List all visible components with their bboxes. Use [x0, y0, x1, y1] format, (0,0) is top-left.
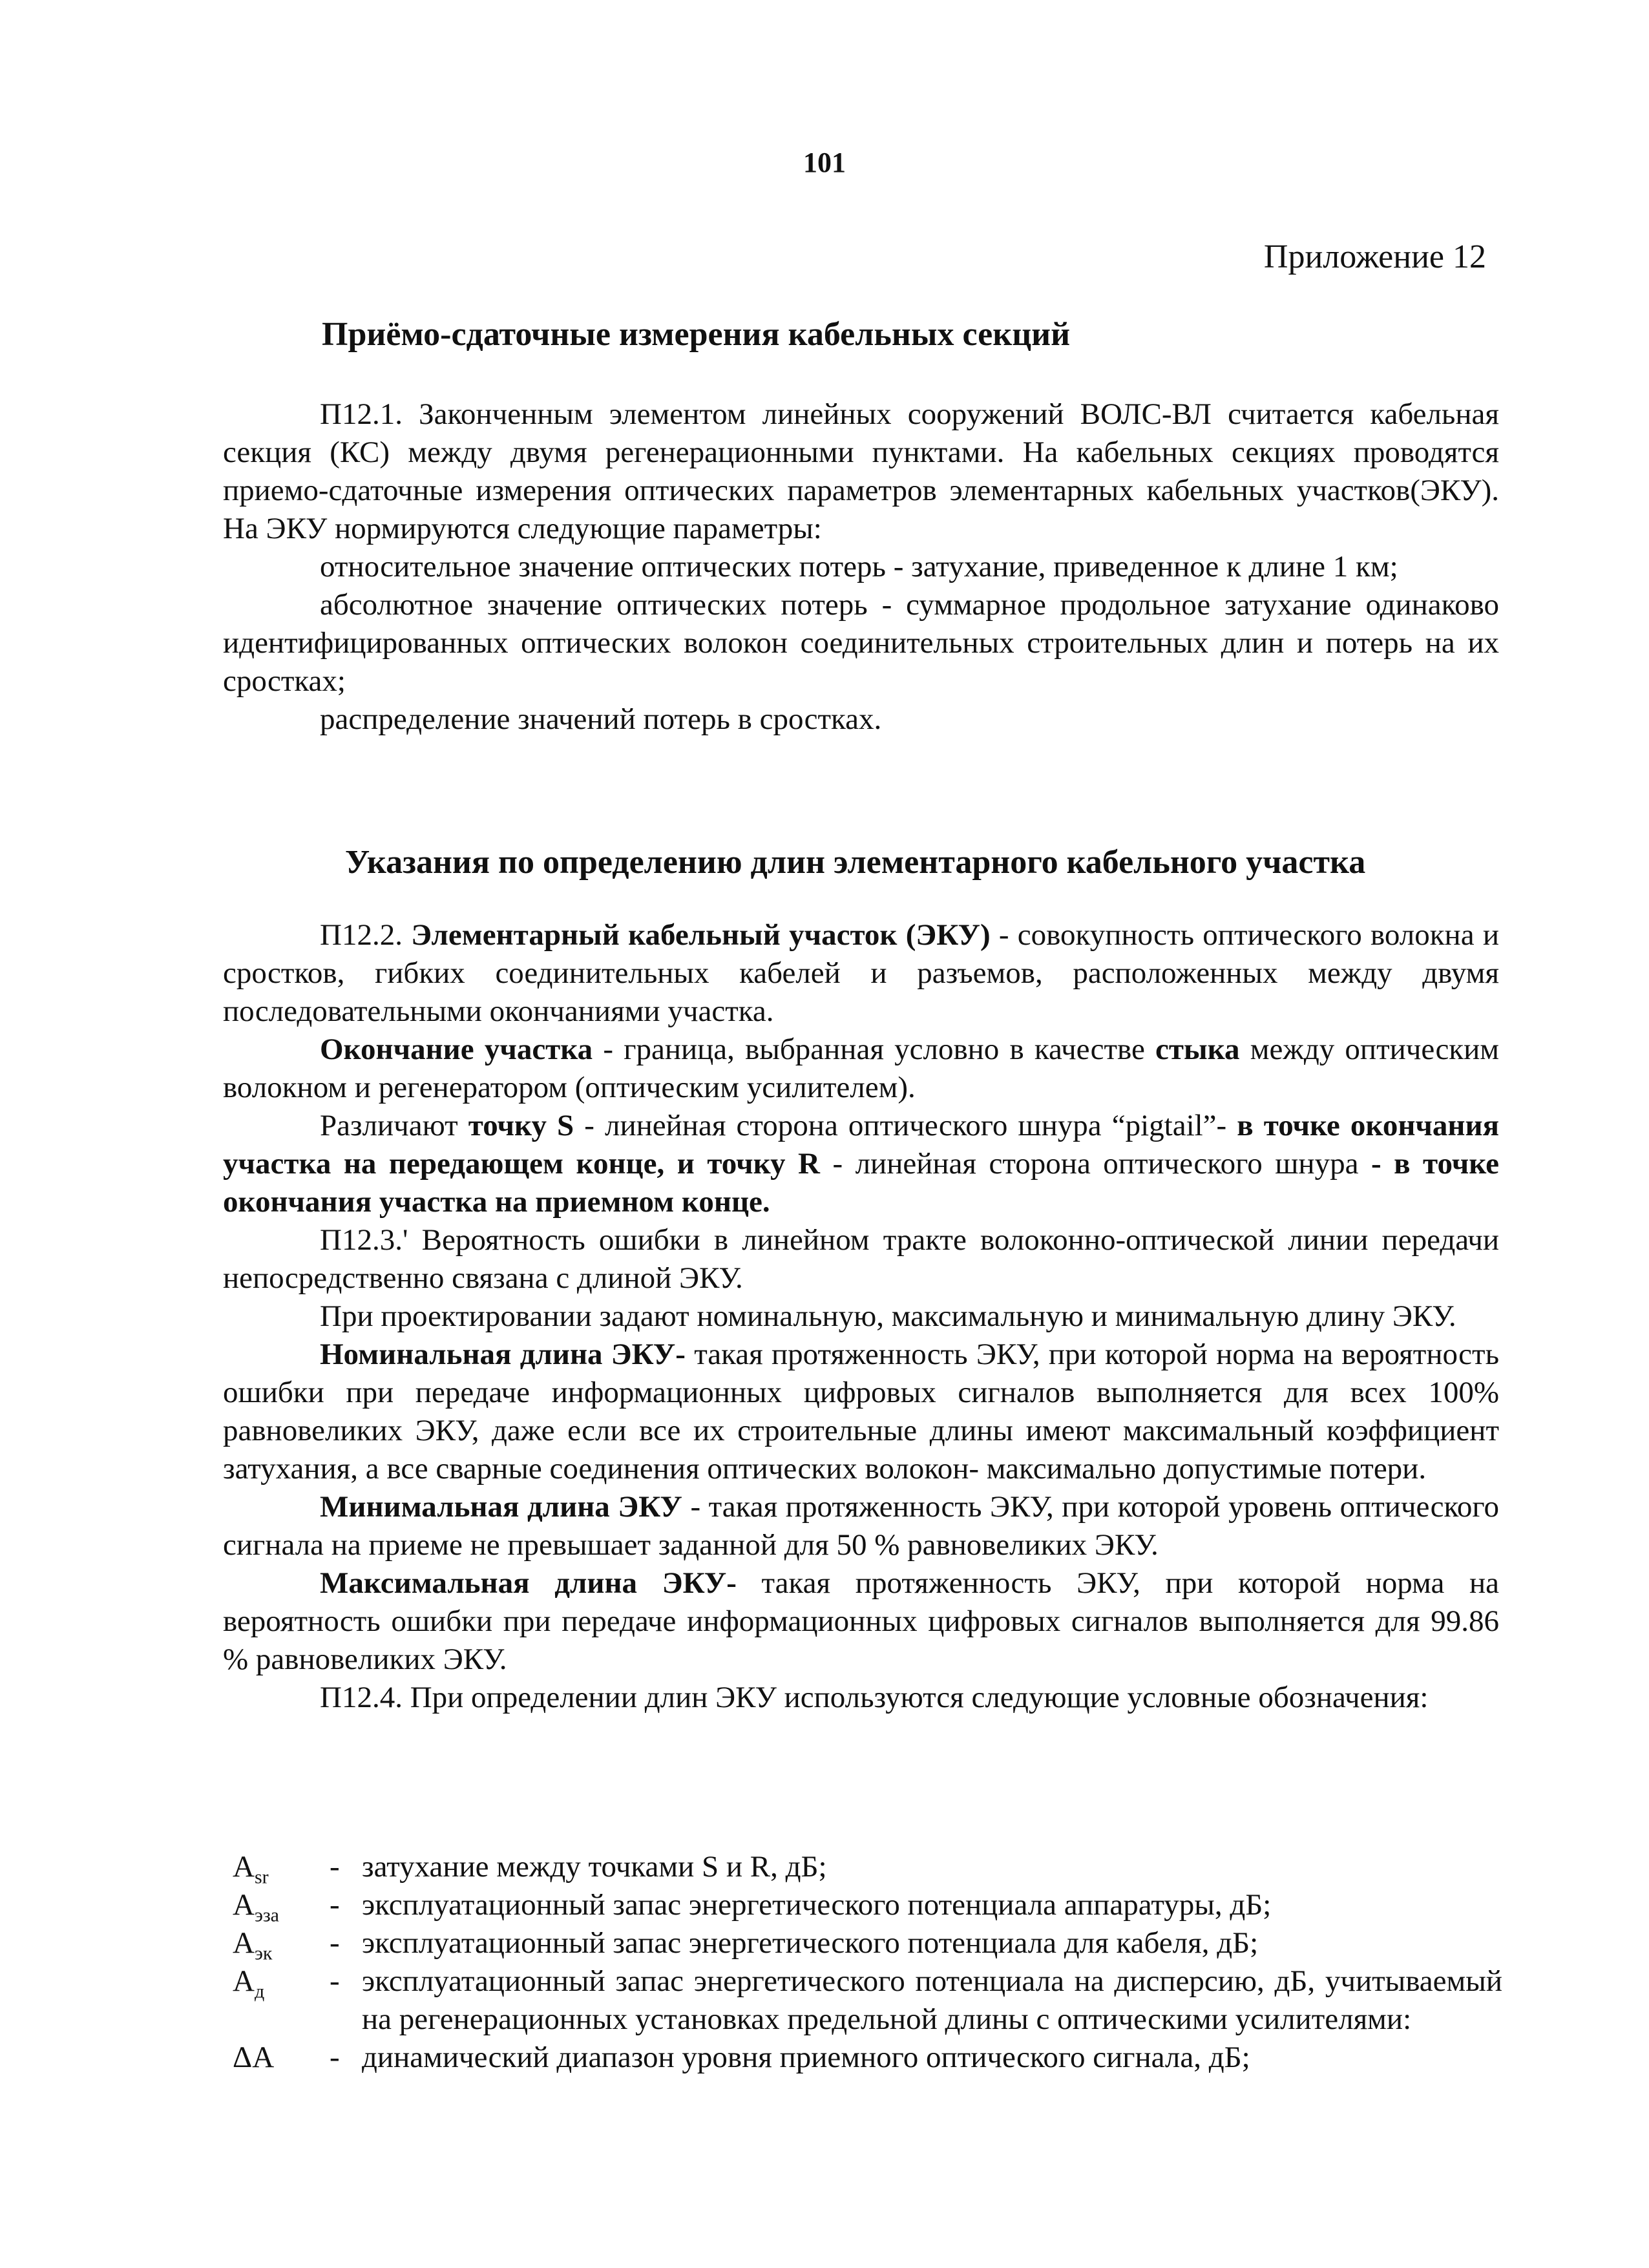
term-point-r: точку R	[707, 1147, 820, 1181]
definition-item: $A_{эза}$ - эксплуатационный запас энергетического потенциала аппаратуры, дБ;	[233, 1886, 1502, 1924]
points-text-4: - линейная сторона оптического шнура	[832, 1147, 1359, 1181]
term-minimal-length: Минимальная длина ЭКУ	[320, 1490, 682, 1524]
term-eku: Элементарный кабельный участок (ЭКУ)	[411, 918, 991, 952]
paragraph-maximal-length	[223, 1564, 1499, 1679]
list-item-relative-loss: относительное значение оптических потерь - затухание, приведенное к длине 1 км;	[320, 550, 1398, 583]
paragraph-p12-4: П12.4. При определении длин ЭКУ используются следующие условные обозначения:	[320, 1681, 1429, 1714]
paragraph-minimal-length	[223, 1488, 1499, 1564]
definition-text: эксплуатационный запас энергетического потенциала для кабеля, дБ;	[362, 1926, 1259, 1960]
paragraph-p12-1: П12.1. Законченным элементом линейных сооружений ВОЛС-ВЛ считается кабельная секция (КС) между двумя регенерационными пунктами. На кабельных секциях проводятся приемо-сдаточные измерения оптических параметров элементарных кабельных участков(ЭКУ). На ЭКУ нормируются следующие параметры:	[223, 397, 1499, 545]
definition-item: $A_{sr}$ - затухание между точками S и R, дБ;	[233, 1848, 1502, 1886]
list-item-splice-loss: распределение значений потерь в сростках.	[320, 702, 882, 736]
definition-text: затухание между точками S и R, дБ;	[362, 1850, 827, 1884]
definition-item: $A_д$ - эксплуатационный запас энергетического потенциала на дисперсию, дБ, учитываемый на регенерационных установках предельной длины с оптическими усилителями:	[233, 1962, 1502, 2039]
definition-text: динамический диапазон уровня приемного оптического сигнала, дБ;	[362, 2041, 1250, 2074]
definition-symbol: $A_{эк}$	[233, 1926, 273, 1964]
definition-symbol: $A_д$	[233, 1964, 265, 2002]
paragraph-points-s-r	[223, 1107, 1499, 1221]
minimal-length-text: - такая протяженность ЭКУ, при которой уровень оптического сигнала на приеме не превышает заданной для 50 % равновеликих ЭКУ.	[223, 1490, 1499, 1562]
paragraph-p12-2	[223, 916, 1499, 1031]
definition-symbol: $A_{sr}$	[233, 1850, 269, 1888]
nominal-length-text: такая протяженность ЭКУ, при которой норма на вероятность ошибки при передаче информационных цифровых сигналов выполняется для всех 100% равновеликих ЭКУ, даже если все их строительные длины имеют максимальный коэффициент затухания, а все сварные соединения оптических волокон- максимально допустимые потери.	[223, 1338, 1500, 1486]
section-end-text-1: - граница, выбранная условно в качестве	[603, 1033, 1145, 1066]
paragraph-design-lengths: При проектировании задают номинальную, максимальную и минимальную длину ЭКУ.	[320, 1299, 1456, 1333]
term-point-s: точку S	[468, 1109, 574, 1142]
p12-2-number: П12.2.	[320, 918, 403, 952]
paragraph-nominal-length	[223, 1336, 1499, 1488]
list-item-absolute-loss: абсолютное значение оптических потерь - суммарное продольное затухание одинаково идентифицированных оптических волокон соединительных строительных длин и потерь на их сростках;	[223, 588, 1499, 698]
section-1-body	[223, 395, 1499, 739]
p12-2-text: - совокупность оптического волокна и сростков, гибких соединительных кабелей и разъемов, расположенных между двумя последовательными окончаниями участка.	[223, 918, 1499, 1028]
page-number: 101	[803, 147, 846, 178]
definitions-list	[233, 1848, 1502, 2077]
definition-text: эксплуатационный запас энергетического потенциала на дисперсию, дБ, учитываемый на регенерационных установках предельной длины с оптическими усилителями:	[362, 1964, 1502, 2036]
section-2-body	[223, 916, 1499, 1717]
maximal-length-text: такая протяженность ЭКУ, при которой норма на вероятность ошибки при передаче информационных цифровых сигналов выполняется для 99.86 % равновеликих ЭКУ.	[223, 1566, 1499, 1676]
definition-item: ΔA - динамический диапазон уровня приемного оптического сигнала, дБ;	[233, 2039, 1502, 2077]
points-text-5: - в точке окончания участка на приемном конце.	[223, 1147, 1500, 1219]
definition-symbol: ΔA	[233, 2041, 275, 2074]
points-text-2: - линейная сторона оптического шнура “pigtail”-	[584, 1109, 1227, 1142]
section-title-length: Указания по определению длин элементарного кабельного участка	[345, 844, 1366, 881]
definition-symbol: $A_{эза}$	[233, 1888, 279, 1926]
appendix-label: Приложение 12	[1263, 238, 1486, 275]
points-text-1: Различают	[320, 1109, 458, 1142]
definition-item: $A_{эк}$ - эксплуатационный запас энергетического потенциала для кабеля, дБ;	[233, 1924, 1502, 1962]
term-nominal-length: Номинальная длина ЭКУ-	[320, 1338, 686, 1371]
section-end-text-2: между оптическим волокном и регенератором (оптическим усилителем).	[223, 1033, 1500, 1104]
term-section-end: Окончание участка	[320, 1033, 593, 1066]
section-title-acceptance: Приёмо-сдаточные измерения кабельных секций	[322, 316, 1071, 353]
paragraph-p12-3: П12.3.' Вероятность ошибки в линейном тракте волоконно-оптической линии передачи непосредственно связана с длиной ЭКУ.	[223, 1223, 1499, 1295]
definition-text: эксплуатационный запас энергетического потенциала аппаратуры, дБ;	[362, 1888, 1272, 1922]
term-maximal-length: Максимальная длина ЭКУ-	[320, 1566, 737, 1600]
points-text-3: в точке окончания участка на передающем конце, и	[223, 1109, 1500, 1181]
paragraph-section-end	[223, 1031, 1499, 1107]
term-joint: стыка	[1155, 1033, 1240, 1066]
